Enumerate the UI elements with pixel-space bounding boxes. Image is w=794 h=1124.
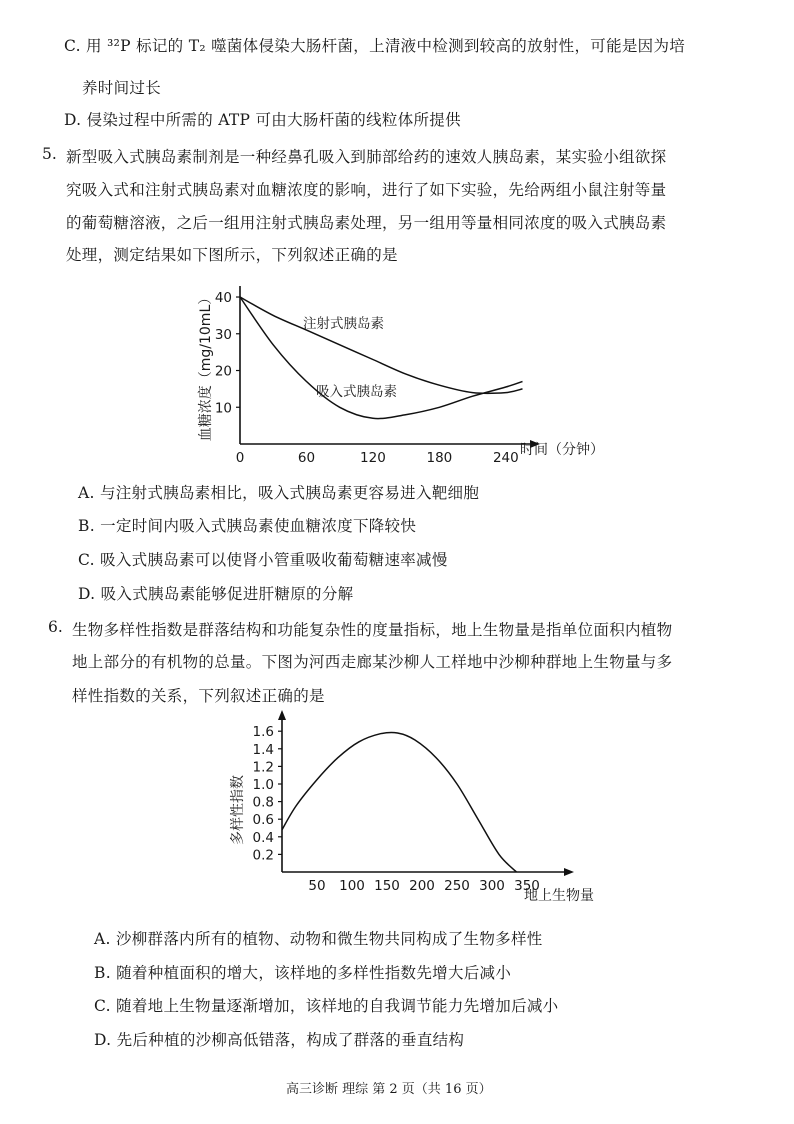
y-tick-label: 40 bbox=[214, 290, 232, 307]
x-tick-label: 100 bbox=[339, 878, 365, 894]
y-tick-label: 0.8 bbox=[252, 794, 274, 811]
y-tick-label: 10 bbox=[214, 400, 232, 417]
q6-option-c: C. 随着地上生物量逐渐增加，该样地的自我调节能力先增加后减小 bbox=[94, 997, 559, 1015]
x-tick-label: 50 bbox=[308, 878, 326, 894]
x-tick-label: 60 bbox=[297, 450, 316, 466]
y-tick-label: 0.2 bbox=[252, 847, 274, 864]
x-tick-label: 300 bbox=[479, 878, 505, 894]
x-tick-label: 200 bbox=[409, 878, 435, 894]
q5-option-b: B. 一定时间内吸入式胰岛素使血糖浓度下降较快 bbox=[78, 517, 417, 535]
q5-stem-line: 究吸入式和注射式胰岛素对血糖浓度的影响，进行了如下实验，先给两组小鼠注射等量 bbox=[66, 181, 667, 199]
x-tick-label: 150 bbox=[374, 878, 400, 894]
y-tick-label: 20 bbox=[214, 363, 232, 380]
q5-stem-line: 新型吸入式胰岛素制剂是一种经鼻孔吸入到肺部给药的速效人胰岛素，某实验小组欲探 bbox=[66, 148, 667, 166]
y-tick-label: 1.4 bbox=[252, 741, 274, 758]
x-tick-label: 0 bbox=[235, 450, 245, 466]
series-line-1 bbox=[240, 297, 523, 393]
x-tick-label: 120 bbox=[360, 450, 386, 466]
q5-option-a: A. 与注射式胰岛素相比，吸入式胰岛素更容易进入靶细胞 bbox=[78, 484, 480, 502]
q6-number: 6. bbox=[48, 618, 63, 636]
page-footer: 高三诊断 理综 第 2 页（共 16 页） bbox=[286, 1082, 492, 1097]
y-tick-label: 1.0 bbox=[252, 777, 274, 793]
y-tick-label: 1.2 bbox=[252, 759, 274, 776]
q6-option-d: D. 先后种植的沙柳高低错落，构成了群落的垂直结构 bbox=[94, 1031, 465, 1049]
q5-stem-line: 的葡萄糖溶液，之后一组用注射式胰岛素处理，另一组用等量相同浓度的吸入式胰岛素 bbox=[66, 214, 667, 232]
x-tick-label: 250 bbox=[444, 878, 470, 894]
q6-stem-line: 样性指数的关系，下列叙述正确的是 bbox=[72, 687, 325, 705]
y-tick-label: 1.6 bbox=[252, 724, 274, 741]
q6-option-b: B. 随着种植面积的增大，该样地的多样性指数先增大后减小 bbox=[94, 964, 512, 982]
series-line-1 bbox=[282, 732, 517, 872]
y-tick-label: 0.4 bbox=[252, 829, 274, 846]
x-tick-label: 350 bbox=[514, 878, 540, 894]
x-tick-label: 180 bbox=[426, 450, 453, 466]
q6-option-a: A. 沙柳群落内所有的植物、动物和微生物共同构成了生物多样性 bbox=[94, 930, 543, 948]
x-axis-label: 时间（分钟） bbox=[520, 442, 604, 458]
q5-option-d: D. 吸入式胰岛素能够促进肝糖原的分解 bbox=[78, 585, 354, 603]
x-axis-label: 地上生物量 bbox=[524, 888, 594, 904]
diversity-chart bbox=[222, 710, 622, 910]
series-label-injection: 注射式胰岛素 bbox=[303, 316, 384, 332]
q4-option-c-line2: 养时间过长 bbox=[82, 79, 162, 97]
y-tick-label: 30 bbox=[214, 326, 232, 343]
y-axis-label: 血糖浓度（mg/10mL） bbox=[198, 290, 214, 442]
x-tick-label: 240 bbox=[492, 450, 519, 466]
x-axis-arrow bbox=[564, 868, 574, 876]
q5-option-c: C. 吸入式胰岛素可以使肾小管重吸收葡萄糖速率减慢 bbox=[78, 551, 448, 569]
q6-stem-line: 生物多样性指数是群落结构和功能复杂性的度量指标，地上生物量是指单位面积内植物 bbox=[72, 621, 673, 639]
y-tick-label: 0.6 bbox=[252, 812, 274, 829]
q6-stem-line: 地上部分的有机物的总量。下图为河西走廊某沙柳人工样地中沙柳种群地上生物量与多 bbox=[72, 653, 673, 671]
y-axis-label: 多样性指数 bbox=[230, 775, 246, 845]
glucose-chart bbox=[190, 278, 620, 468]
q4-option-d: D. 侵染过程中所需的 ATP 可由大肠杆菌的线粒体所提供 bbox=[64, 111, 461, 129]
series-label-inhaled: 吸入式胰岛素 bbox=[316, 384, 397, 400]
q5-stem-line: 处理，测定结果如下图所示，下列叙述正确的是 bbox=[66, 246, 398, 264]
q5-number: 5. bbox=[42, 145, 57, 163]
y-axis-arrow bbox=[278, 710, 286, 720]
q4-option-c-line1: C. 用 ³²P 标记的 T₂ 噬菌体侵染大肠杆菌，上清液中检测到较高的放射性，可能是因为培 bbox=[64, 37, 686, 55]
